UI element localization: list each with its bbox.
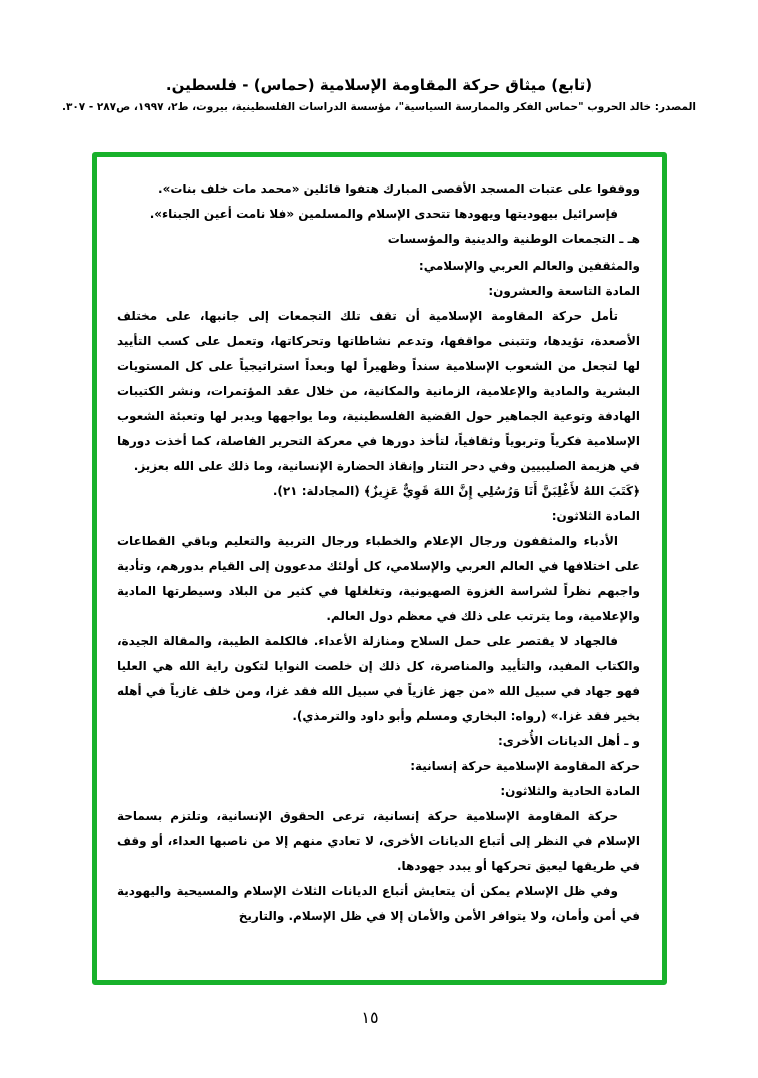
content-frame [92, 152, 667, 985]
article-29-body: تأمل حركة المقاومة الإسلامية أن تقف تلك التجمعات إلى جانبها، على مختلف الأصعدة، تؤيدها، وتتبنى مواقفها، وتدعم نشاطاتها وتحركاتها، وتعمل على كسب التأييد لها لتجعل من الشعوب الإسلامية سنداً وظهيراً لها وبعداً استراتيجياً على كل المستويات البشرية والمادية والإعلامية، الزمانية والمكانية، من خلال عقد المؤتمرات، ونشر الكتيبات الهادفة وتوعية الجماهير حول القضية الفلسطينية، وما يواجهها ويدبر لها وتعبئة الشعوب الإسلامية فكرياً وتربوياً وثقافياً، لتأخذ دورها في معركة التحرير الفاصلة، كما أخذت دورها في هزيمة الصليبيين وفي دحر التتار وإنقاذ الحضارة الإنسانية، وما ذلك على الله بعزيز. [117, 309, 640, 473]
intro-paragraph-2: فإسرائيل بيهوديتها ويهودها تتحدى الإسلام والمسلمين «فلا نامت أعين الجبناء». [149, 207, 618, 221]
section-f-heading: و ـ أهل الديانات الأُخرى: [497, 734, 640, 748]
article-30-paragraph-1: الأدباء والمثقفون ورجال الإعلام والخطباء ورجال التربية والتعليم وباقي القطاعات على اختلافها في العالم العربي والإسلامي، كل أولئك مدعوون إلى القيام بدورهم، وتأدية واجبهم نظراً لشراسة الغزوة الصهيونية، وتغلغلها في كثير من البلاد وسيطرتها المادية والإعلامية، وما يترتب على ذلك في معظم دول العالم. [117, 534, 640, 623]
intro-paragraph-1: ووقفوا على عتبات المسجد الأقصى المبارك هتفوا قائلين «محمد مات خلف بنات». [158, 182, 640, 196]
section-e-heading-line1: هـ ـ التجمعات الوطنية والدينية والمؤسسات [387, 232, 640, 246]
article-31-heading: المادة الحادية والثلاثون: [500, 784, 640, 798]
article-31-paragraph-1: حركة المقاومة الإسلامية حركة إنسانية، ترعى الحقوق الإنسانية، وتلتزم بسماحة الإسلام في النظر إلى أتباع الديانات الأخرى، لا تعادي منهم إلا من ناصبها العداء، أو وقف في طريقها ليعيق تحركها أو يبدد جهودها. [117, 809, 640, 873]
article-29-heading: المادة التاسعة والعشرون: [488, 284, 640, 298]
section-e-heading-line2: والمثقفين والعالم العربي والإسلامي: [418, 259, 640, 273]
page-header [0, 0, 758, 113]
section-f-subheading: حركة المقاومة الإسلامية حركة إنسانية: [410, 759, 640, 773]
page-number: ١٥ [361, 1008, 379, 1027]
quran-verse: ﴿كَتَبَ اللهُ لأَغْلِبَنَّ أَنَا وَرُسُلِي إِنَّ اللهَ قَوِيٌّ عَزِيزٌ﴾ (المجادلة: ٢١). [272, 484, 640, 498]
article-31-paragraph-2: وفي ظل الإسلام يمكن أن يتعايش أتباع الديانات الثلاث الإسلام والمسيحية واليهودية في أمن وأمان، ولا يتوافر الأمن والأمان إلا في ظل الإسلام. والتاريخ [117, 884, 640, 923]
document-title: (تابع) ميثاق حركة المقاومة الإسلامية (حماس) - فلسطين. [165, 76, 593, 94]
article-30-paragraph-2: فالجهاد لا يقتصر على حمل السلاح ومنازلة الأعداء. فالكلمة الطيبة، والمقالة الجيدة، والكتاب المفيد، والتأييد والمناصرة، كل ذلك إن خلصت النوايا لتكون راية الله هي العليا فهو جهاد في سبيل الله «من جهز غازياً في سبيل الله فقد غزا، ومن خلف غازياً في أهله بخير فقد غزا.» (رواه: البخاري ومسلم وأبو داود والترمذي). [117, 634, 640, 723]
article-30-heading: المادة الثلاثون: [551, 509, 640, 523]
source-citation: المصدر: خالد الحروب "حماس الفكر والممارسة السياسية"، مؤسسة الدراسات الفلسطينية، بيروت، ط٢، ١٩٩٧، ص٢٨٧ - ٣٠٧. [61, 101, 697, 113]
